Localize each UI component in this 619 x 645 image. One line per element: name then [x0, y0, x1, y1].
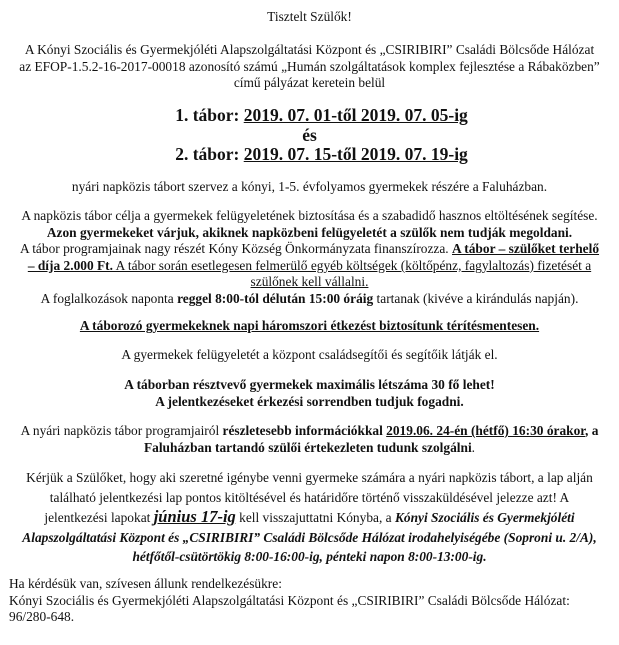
meeting-info: részletesebb információkkal — [222, 423, 387, 438]
meeting-datetime: 2019.06. 24-én (hétfő) 16:30 órakor — [386, 423, 586, 438]
registration-office-start: Kónyi Szociális és Gyermekjóléti — [394, 510, 575, 525]
intro-line-3: című pályázat keretein belül — [233, 75, 386, 91]
contact-phone: 96/280-648. — [9, 609, 75, 625]
extra-costs-text: A tábor során esetlegesen felmerülő egyéb költségek (költőpénz, fagylaltozás) fizetését a — [113, 257, 592, 273]
hours-prefix: A foglalkozások naponta — [40, 290, 178, 306]
supervision-line: A gyermekek felügyeletét a központ családsegítői és segítőik látják el. — [121, 347, 498, 362]
purpose-line-5: szülőnek kell vállalni. — [250, 274, 369, 290]
purpose-line-6 — [0, 291, 619, 308]
contact-line-1: Ha kérdésük van, szívesen állunk rendelkezésükre: — [9, 576, 282, 591]
hours-value: reggel 8:00-tól délután 15:00 óráig — [177, 290, 374, 306]
meeting-comma: , a — [585, 423, 599, 438]
meals-line: A táborozó gyermekeknek napi háromszori étkezést biztosítunk térítésmentesen. — [79, 318, 540, 333]
meeting-line-1 — [0, 423, 619, 440]
hours-suffix: tartanak (kivéve a kirándulás napján). — [373, 290, 579, 306]
camps-and: és — [302, 125, 317, 145]
intro-paragraph — [0, 42, 619, 92]
camp-2-dates: 2019. 07. 15-től 2019. 07. 19-ig — [243, 144, 468, 164]
registration-deadline: június 17-ig — [153, 507, 236, 526]
registration-paragraph — [0, 468, 619, 567]
capacity-line-1: A táborban résztvevő gyermekek maximális létszáma 30 fő lehet! — [124, 377, 495, 392]
meeting-paragraph — [0, 423, 619, 456]
intro-line-2: az EFOP-1.5.2-16-2017-00018 azonosító számú „Humán szolgáltatások komplex fejlesztése a Rábaközben” — [19, 58, 600, 74]
registration-line-4: Alapszolgáltatási Központ és „CSIRIBIRI” Családi Bölcsőde Hálózat irodahelyiségébe (Soproni u. 2/A), — [22, 529, 597, 545]
purpose-line-3 — [0, 241, 619, 258]
camp-1 — [12, 106, 619, 125]
purpose-line-4 — [0, 258, 619, 275]
registration-line-1: Kérjük a Szülőket, hogy aki szeretné igénybe venni gyermeke számára a nyári napközis tábort, a lap alján — [26, 470, 593, 485]
meeting-line-2 — [0, 440, 619, 457]
fee-text-start: A tábor – szülőket terhelő — [452, 241, 600, 257]
registration-line-2: található jelentkezési lap pontos kitöltésével és határidőre történő visszaküldésével jelezze azt! A — [49, 489, 570, 505]
capacity-paragraph — [0, 377, 619, 410]
contact-paragraph — [9, 576, 614, 626]
purpose-line-2: Azon gyermekeket várjuk, akiknek napközbeni felügyeletét a szülők nem tudják megoldani. — [46, 224, 573, 240]
registration-line-5: hétfőtől-csütörtökig 8:00-16:00-ig, pénteki napon 8:00-13:00-ig. — [132, 549, 487, 564]
registration-prefix: jelentkezési lapokat — [44, 510, 154, 525]
intro-line-1: A Kónyi Szociális és Gyermekjóléti Alapszolgáltatási Központ és „CSIRIBIRI” Családi Bölcsőde Hálózat — [24, 42, 595, 57]
camp-2 — [12, 145, 619, 164]
camp-1-dates: 2019. 07. 01-től 2019. 07. 05-ig — [243, 105, 468, 125]
capacity-line-2: A jelentkezéseket érkezési sorrendben tudjuk fogadni. — [155, 393, 464, 409]
contact-line-2: Kónyi Szociális és Gyermekjóléti Alapszolgáltatási Központ és „CSIRIBIRI” Családi Bölcsőde Hálózat: — [9, 592, 570, 608]
registration-mid: kell visszajuttatni Kónyba, a — [235, 510, 395, 525]
camp-1-label: 1. tábor: — [175, 105, 244, 125]
purpose-line-1: A napközis tábor célja a gyermekek felügyeletének biztosítása és a szabadidő hasznos eltöltésének segítése. — [21, 208, 598, 223]
organizer-line: nyári napközis tábort szervez a kónyi, 1-5. évfolyamos gyermekek részére a Faluházban. — [71, 179, 548, 194]
fee-amount: – díja 2.000 Ft. — [27, 257, 113, 273]
meeting-end: . — [471, 439, 476, 455]
meeting-prefix: A nyári napközis tábor programjairól — [20, 423, 223, 438]
purpose-paragraph — [0, 208, 619, 308]
camp-2-label: 2. tábor: — [175, 144, 244, 164]
registration-line-3 — [0, 507, 619, 528]
meeting-location: Faluházban tartandó szülői értekezleten tudunk szolgálni — [143, 439, 472, 455]
greeting: Tisztelt Szülők! — [267, 9, 352, 24]
purpose-line-3-text: A tábor programjainak nagy részét Kóny Község Önkormányzata finanszírozza. — [19, 241, 452, 257]
